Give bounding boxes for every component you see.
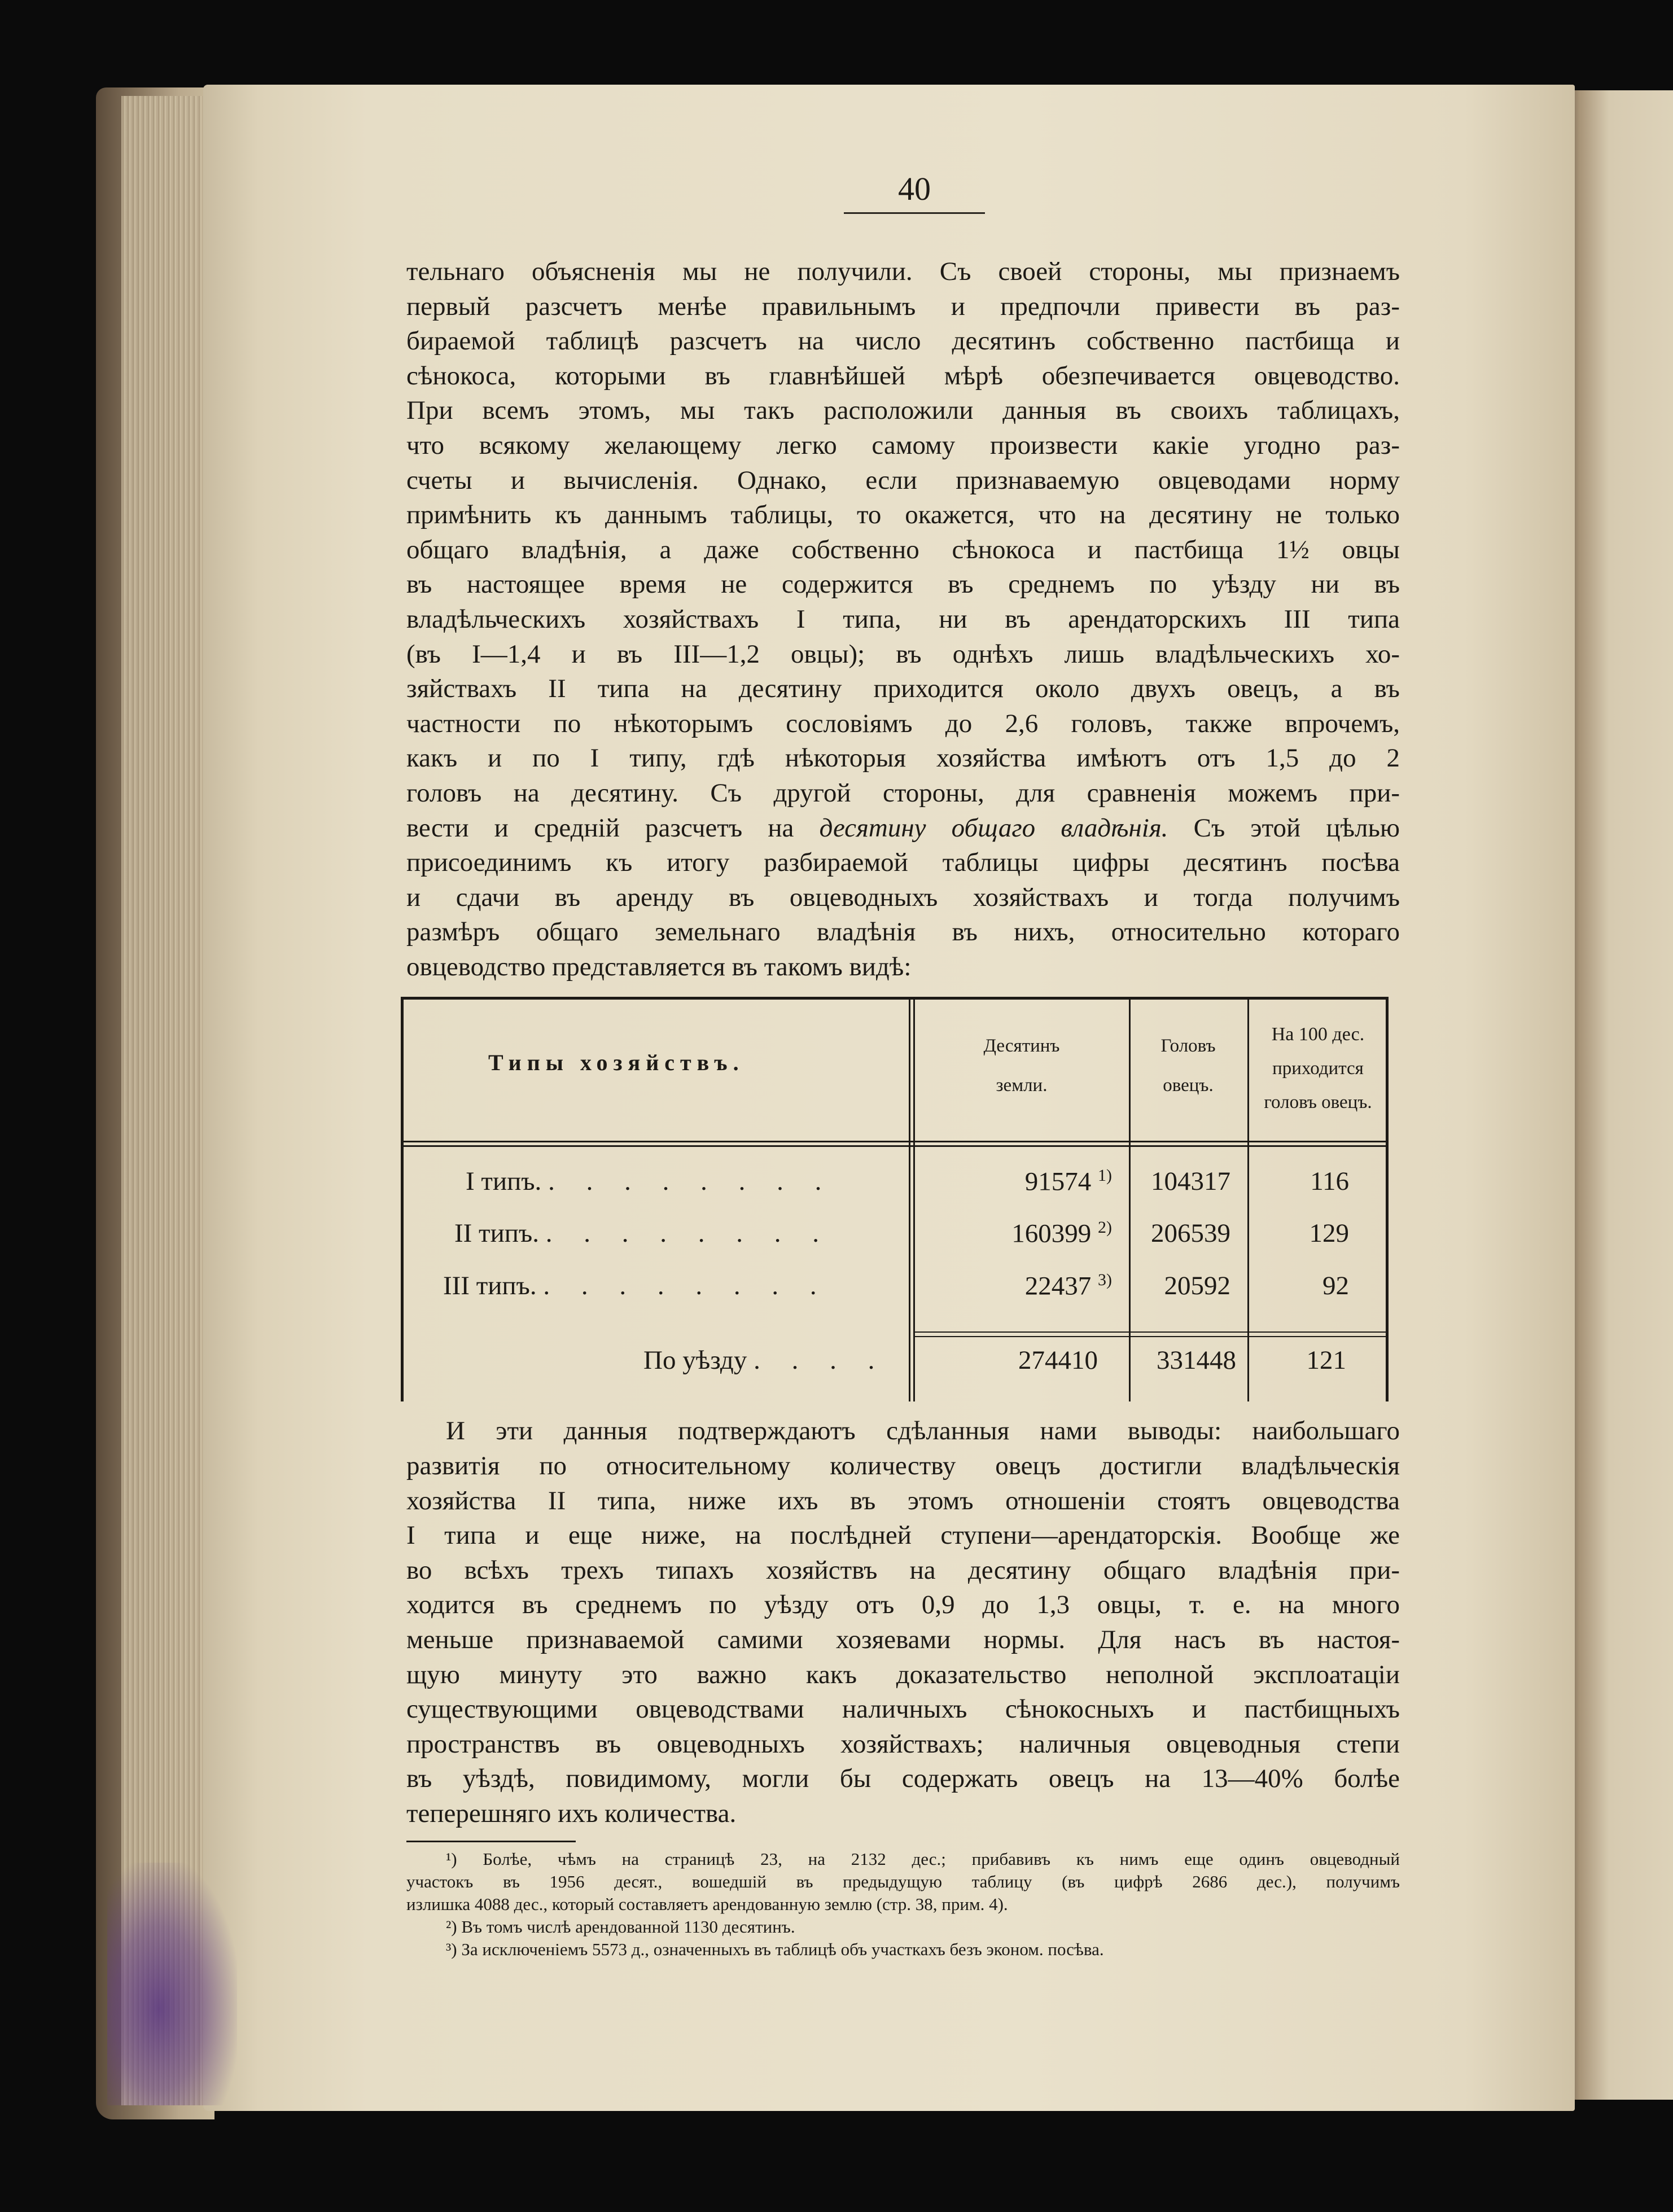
cell-value: 22437 — [1024, 1272, 1092, 1302]
text-line: овцеводство представляется въ такомъ видѣ: — [406, 952, 912, 982]
page-content — [406, 169, 1400, 1961]
header-sheep-2: овецъ. — [1163, 1075, 1214, 1096]
text-line: въ настоящее время не содержится въ среднемъ по уѣзду ни въ — [406, 570, 1400, 599]
cell-sheep: 104317 — [1151, 1167, 1230, 1197]
facing-page-edge — [1566, 90, 1673, 2100]
text-line: меньше признаваемой самими хозяевами нормы. Для насъ въ настоя- — [406, 1625, 1400, 1655]
row-label-text: III типъ. — [443, 1271, 537, 1301]
text-line: головъ на десятину. Съ другой стороны, для сравненія можемъ при- — [406, 778, 1400, 808]
cell-land — [917, 1271, 1112, 1302]
row-label — [454, 1218, 831, 1249]
text-line: частности по нѣкоторымъ сословіямъ до 2,6 головъ, также впрочемъ, — [406, 708, 1400, 738]
footnote-ref: 2) — [1098, 1218, 1112, 1237]
text-line: зяйствахъ II типа на десятину приходится около двухъ овецъ, а въ — [406, 674, 1400, 704]
text-line: во всѣхъ трехъ типахъ хозяйствъ на десятину общаго владѣнія при- — [406, 1555, 1400, 1585]
header-land-2: земли. — [996, 1075, 1048, 1096]
text-line: примѣнить къ даннымъ таблицы, то окажется, что на десятину не только — [406, 500, 1400, 530]
footnotes — [406, 1848, 1400, 1961]
header-sheep-1: Головъ — [1160, 1036, 1216, 1057]
text-line: бираемой таблицѣ разсчетъ на число десятинъ собственно пастбища и — [406, 326, 1400, 356]
total-per100: 121 — [1306, 1346, 1346, 1376]
header-per100-3: головъ овецъ. — [1264, 1092, 1372, 1113]
cell-land — [917, 1218, 1112, 1249]
table-border-left — [401, 1000, 404, 1401]
footnote-line: излишка 4088 дес., который составляетъ арендованную землю (стр. 38, прим. 4). — [406, 1894, 1008, 1914]
text-line: И эти данныя подтверждаютъ сдѣланныя нами выводы: наибольшаго — [446, 1416, 1400, 1446]
paragraph-1 — [406, 255, 1400, 984]
text-line: пространствъ въ овцеводныхъ хозяйствахъ; наличныя овцеводныя степи — [406, 1729, 1400, 1759]
text-line: теперешняго ихъ количества. — [406, 1799, 737, 1828]
header-types: Типы хозяйствъ. — [488, 1050, 744, 1076]
footnote-ref: 3) — [1098, 1271, 1112, 1290]
footnote-rule — [406, 1841, 576, 1842]
cell-value: 91574 — [1024, 1167, 1092, 1197]
footnote-line: участокъ въ 1956 десят., вошедшій въ предыдущую таблицу (въ цифрѣ 2686 дес.), получимъ — [406, 1871, 1400, 1891]
row-label — [443, 1271, 829, 1301]
total-rule — [913, 1336, 1389, 1337]
row-label — [466, 1166, 834, 1197]
text-line: общаго владѣнія, а даже собственно сѣнокоса и пастбища 1½ овцы — [406, 535, 1400, 564]
footnote-line: ³) За исключеніемъ 5573 д., означенныхъ въ таблицѣ объ участкахъ безъ эконом. посѣва. — [446, 1939, 1104, 1959]
text-line: какъ и по I типу, гдѣ нѣкоторыя хозяйства имѣютъ отъ 1,5 до 2 — [406, 743, 1400, 773]
text-run: вести и среднiй разсчетъ на — [406, 813, 794, 843]
leader-dots: . . . . . . . . — [545, 1219, 831, 1249]
sheep-farming-table — [401, 997, 1389, 1401]
cell-per100: 116 — [1310, 1167, 1349, 1197]
leader-dots: . . . . . . . . — [548, 1167, 834, 1197]
text-line: въ уѣздѣ, повидимому, могли бы содержать овецъ на 13—40% болѣе — [406, 1764, 1400, 1794]
leader-dots: . . . . . . . . — [543, 1271, 829, 1301]
header-rule — [401, 1145, 1389, 1147]
page-number: 40 — [898, 170, 931, 207]
text-line: присоединимъ къ итогу разбираемой таблицы цифры десятинъ посѣва — [406, 848, 1400, 878]
header-per100-1: На 100 дес. — [1271, 1024, 1365, 1045]
cell-per100: 92 — [1322, 1271, 1349, 1301]
row-label-text: I типъ. — [466, 1167, 542, 1197]
col-divider — [1247, 1000, 1249, 1401]
leader-dots: . . . . — [754, 1346, 887, 1376]
col-divider — [909, 1000, 910, 1401]
text-line: хозяйства II типа, ниже ихъ въ этомъ отношеніи стоятъ овцеводства — [406, 1486, 1400, 1515]
text-line: (въ I—1,4 и въ III—1,2 овцы); въ однѣхъ лишь владѣльческихъ хо- — [406, 639, 1400, 669]
footnote-line: ²) Въ томъ числѣ арендованной 1130 десятинъ. — [446, 1916, 795, 1937]
text-line: существующими овцеводствами наличныхъ сѣнокосныхъ и пастбищныхъ — [406, 1694, 1400, 1724]
total-sheep: 331448 — [1157, 1346, 1236, 1376]
text-line: При всемъ этомъ, мы такъ расположили данныя въ своихъ таблицахъ, — [406, 396, 1400, 426]
cell-sheep: 20592 — [1164, 1271, 1230, 1301]
col-divider — [1129, 1000, 1131, 1401]
row-label-text: II типъ. — [454, 1219, 539, 1249]
header-rule — [401, 1141, 1389, 1142]
text-line: размѣръ общаго земельнаго владѣнія въ нихъ, относительно котораго — [406, 917, 1400, 947]
footnote-ref: 1) — [1098, 1166, 1112, 1185]
cell-land — [917, 1166, 1112, 1197]
text-line: щую минуту это важно какъ доказательство неполной эксплоатаціи — [406, 1659, 1400, 1689]
page-number-rule — [844, 212, 985, 214]
text-line: I типа и еще ниже, на послѣдней ступени—арендаторскія. Вообще же — [406, 1521, 1400, 1550]
cell-value: 160399 — [1011, 1219, 1092, 1249]
italic-phrase: десятину общаго владѣнія. — [819, 813, 1168, 843]
header-land-1: Десятинъ — [983, 1036, 1060, 1057]
footnote-line: ¹) Болѣе, чѣмъ на страницѣ 23, на 2132 дес.; прибавивъ къ нимъ еще одинъ овцеводный — [446, 1849, 1400, 1869]
total-label — [643, 1345, 887, 1376]
header-per100-2: приходится — [1272, 1058, 1364, 1079]
cell-sheep: 206539 — [1151, 1219, 1230, 1249]
text-line-with-italic — [406, 811, 1400, 846]
cell-per100: 129 — [1309, 1219, 1349, 1249]
total-rule — [913, 1331, 1389, 1333]
ink-stain — [107, 1863, 237, 2105]
text-line: ходится въ среднемъ по уѣзду отъ 0,9 до 1,3 овцы, т. е. на много — [406, 1590, 1400, 1620]
col-divider — [913, 1000, 915, 1401]
text-line: что всякому желающему легко самому произвести какіе угодно раз- — [406, 430, 1400, 460]
text-line: первый разсчетъ менѣе правильнымъ и предпочли привести въ раз- — [406, 291, 1400, 321]
text-run: Съ этой цѣлью — [1193, 813, 1400, 843]
text-line: тельнаго объясненія мы не получили. Съ своей стороны, мы признаемъ — [406, 257, 1400, 286]
text-line: владѣльческихъ хозяйствахъ I типа, ни въ арендаторскихъ III типа — [406, 604, 1400, 634]
paragraph-2 — [406, 1414, 1400, 1831]
text-line: сѣнокоса, которыми въ главнѣйшей мѣрѣ обезпечивается овцеводство. — [406, 361, 1400, 391]
total-land: 274410 — [1018, 1346, 1098, 1376]
text-line: и сдачи въ аренду въ овцеводныхъ хозяйствахъ и тогда получимъ — [406, 882, 1400, 912]
text-line: развитія по относительному количеству овецъ достигли владѣльческія — [406, 1451, 1400, 1481]
text-line: счеты и вычисленія. Однако, если признаваемую овцеводами норму — [406, 465, 1400, 495]
table-border-right — [1386, 1000, 1389, 1401]
total-label-text: По уѣзду — [643, 1346, 747, 1376]
